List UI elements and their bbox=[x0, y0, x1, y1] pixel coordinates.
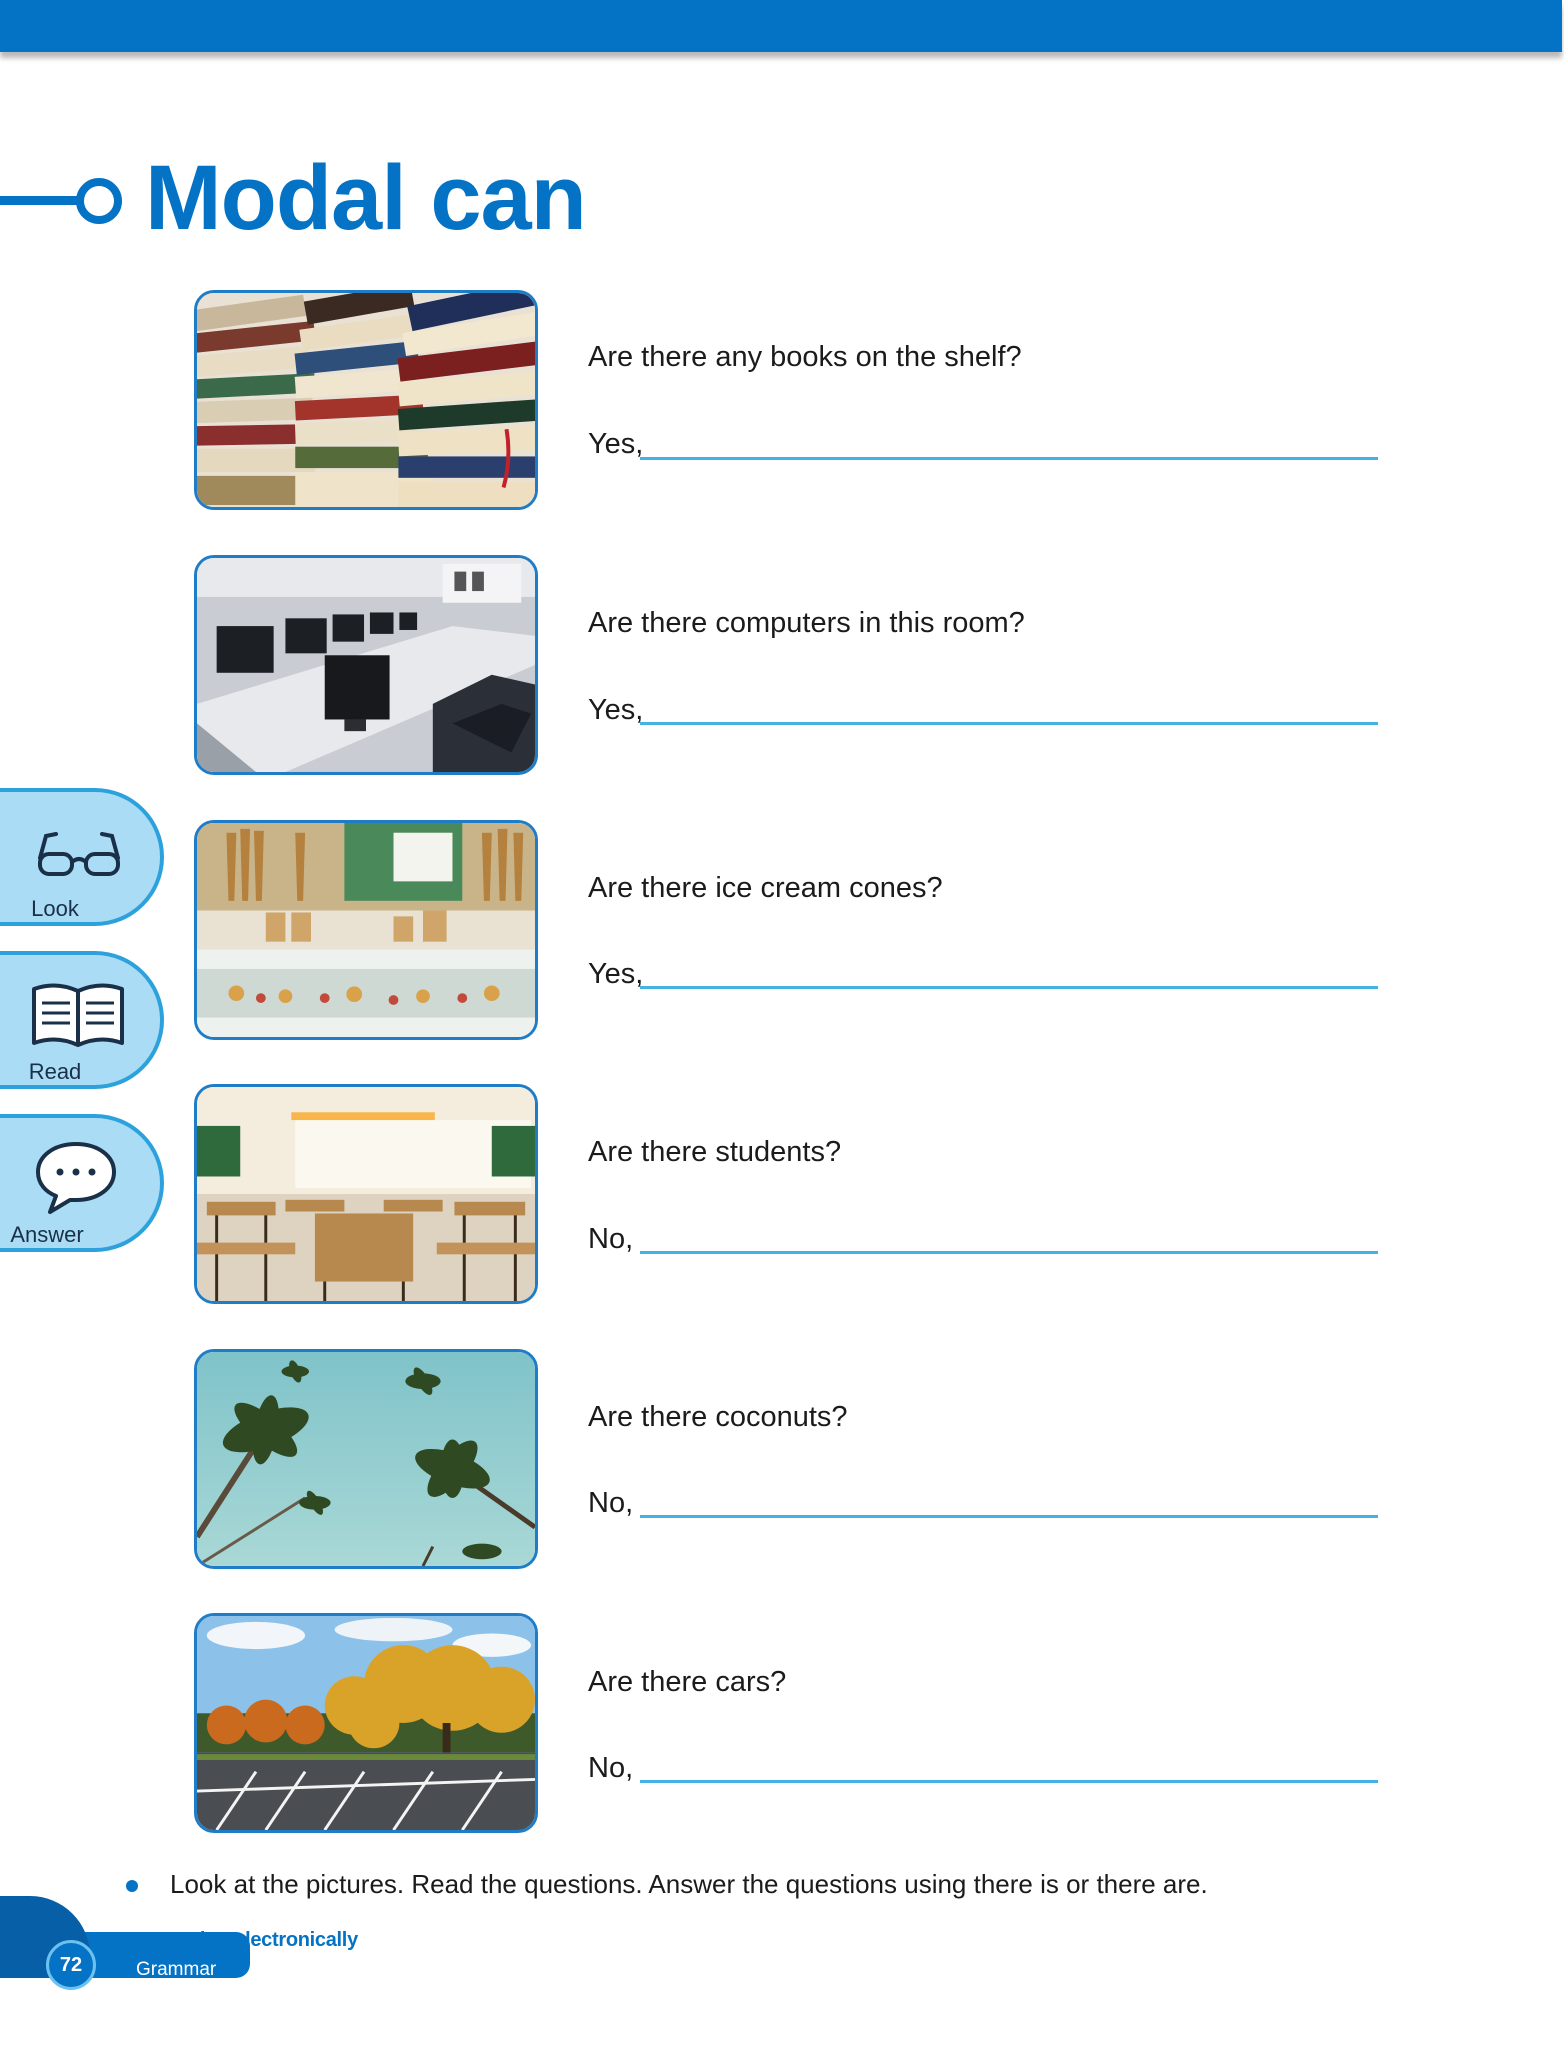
title-connector-line bbox=[0, 196, 82, 205]
instruction-text: Look at the pictures. Read the questions. Answer the questions using there is or there are. bbox=[170, 1869, 1208, 1899]
answer-line-6[interactable] bbox=[640, 1780, 1378, 1783]
glasses-icon bbox=[36, 830, 122, 880]
computer-lab-photo bbox=[194, 555, 538, 775]
answer-prefix-3: Yes, bbox=[588, 958, 644, 990]
side-tab-answer[interactable] bbox=[0, 1114, 164, 1252]
side-tab-read-label: Read bbox=[28, 1059, 82, 1084]
side-tab-answer-label: Answer bbox=[10, 1222, 84, 1247]
parking-lot-photo bbox=[194, 1613, 538, 1833]
question-1: Are there any books on the shelf? bbox=[588, 341, 1022, 373]
top-banner bbox=[0, 0, 1562, 52]
question-6: Are there cars? bbox=[588, 1666, 787, 1698]
question-3: Are there ice cream cones? bbox=[588, 872, 943, 904]
answer-prefix-6: No, bbox=[588, 1752, 634, 1784]
instruction-bullet bbox=[126, 1880, 138, 1892]
classroom-photo bbox=[194, 1084, 538, 1304]
answer-line-4[interactable] bbox=[640, 1251, 1378, 1254]
speech-bubble-icon bbox=[34, 1140, 118, 1216]
side-tab-look-label: Look bbox=[31, 896, 79, 921]
books-photo bbox=[194, 290, 538, 510]
footer-section-title: Grammar bbox=[136, 1959, 217, 1980]
question-5: Are there coconuts? bbox=[588, 1401, 848, 1433]
page-number: 72 bbox=[46, 1940, 96, 1990]
answer-prefix-2: Yes, bbox=[588, 694, 644, 726]
side-tab-look[interactable] bbox=[0, 788, 164, 926]
palm-trees-photo bbox=[194, 1349, 538, 1569]
answer-line-5[interactable] bbox=[640, 1515, 1378, 1518]
title-ring-icon bbox=[76, 178, 122, 224]
answer-line-2[interactable] bbox=[640, 722, 1378, 725]
side-tab-read[interactable] bbox=[0, 951, 164, 1089]
ice-cream-shop-photo bbox=[194, 820, 538, 1040]
answer-prefix-1: Yes, bbox=[588, 428, 644, 460]
footer-unit-title: Connecting electronically bbox=[122, 1929, 358, 1951]
answer-prefix-5: No, bbox=[588, 1487, 634, 1519]
answer-line-3[interactable] bbox=[640, 986, 1378, 989]
question-4: Are there students? bbox=[588, 1136, 842, 1168]
question-2: Are there computers in this room? bbox=[588, 607, 1025, 639]
open-book-icon bbox=[30, 981, 126, 1051]
answer-line-1[interactable] bbox=[640, 457, 1378, 460]
answer-prefix-4: No, bbox=[588, 1223, 634, 1255]
page-title: Modal can bbox=[145, 147, 586, 249]
